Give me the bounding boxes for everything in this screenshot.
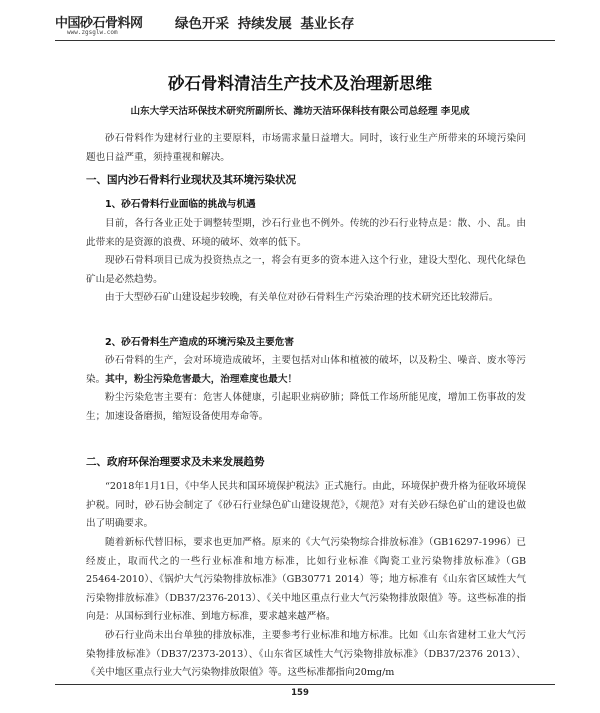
subsection-2-paragraph-1-text: 砂石骨料的生产，会对环境造成破坏，主要包括对山体和植被的破坏，以及粉尘、噪音、废水等污染。 xyxy=(86,355,526,385)
section-2-paragraph-1: “2018年1月1日，《中华人民共和国环境保护税法》正式施行。由此，环境保护费升格为征收环境保护税。同时，砂石协会制定了《砂石行业绿色矿山建设规范》，《规范》对有关砂石绿色矿山的建设也做出了明确要求。 xyxy=(86,481,526,529)
subsection-2-paragraph-1 xyxy=(86,352,526,389)
subsection-1-paragraph-1: 目前，各行各业正处于调整转型期，沙石行业也不例外。传统的沙石行业特点是：散、小、乱。由此带来的是资源的浪费、环境的破坏、效率的低下。 xyxy=(86,218,526,248)
subsection-2-paragraph-1-highlight: 其中，粉尘污染危害最大，治理难度也最大！ xyxy=(105,373,298,385)
site-url: www.zgsglw.com xyxy=(67,29,118,36)
footer-rule xyxy=(55,684,555,685)
header-rule xyxy=(55,40,555,41)
subsection-2-paragraph-2: 粉尘污染危害主要有：危害人体健康，引起职业病矽肺；降低工作场所能见度，增加工伤事故的发生；加速设备磨损，缩短设备使用寿命等。 xyxy=(86,392,526,422)
section-2-heading: 二、政府环保治理要求及未来发展趋势 xyxy=(86,456,265,468)
section-2-paragraph-2: 随着新标代替旧标，要求也更加严格。原来的《大气污染物综合排放标准》（GB16297-1996）已经废止，取而代之的一些行业标准和地方标准，比如行业标准《陶瓷工业污染物排放标准》（GB 25464-2010）、《锅炉大气污染物排放标准》（GB30771 2014）等；地方标准有《山东省区域性大气污染物排放标准》（DB37/2376-2013）、《关中地区重点行业大气污染物排放限值》等。这些标准的指向是：从国标到行业标准、到地方标准，要求越来越严格。 xyxy=(86,537,526,622)
page-header xyxy=(55,12,555,38)
site-logo: 中国砂石骨料网 xyxy=(55,16,143,31)
subsection-1-paragraph-3: 由于大型砂石矿山建设起步较晚，有关单位对砂石骨料生产污染治理的技术研究还比较滞后。 xyxy=(105,292,499,303)
section-2-paragraph-3: 砂石行业尚未出台单独的排放标准，主要参考行业标准和地方标准。比如《山东省建材工业大气污染物排放标准》（DB37/2373-2013）、《山东省区域性大气污染物排放标准》（DB37/2376 2013）、《关中地区重点行业大气污染物排放限值》等。这些标准都指向20mg/m xyxy=(86,630,526,678)
page-number: 159 xyxy=(291,688,309,698)
subsection-1-paragraph-2: 现砂石骨料项目已成为投资热点之一，将会有更多的资本进入这个行业，建设大型化、现代化绿色矿山是必然趋势。 xyxy=(86,255,526,285)
section-1-heading: 一、国内沙石骨料行业现状及其环境污染状况 xyxy=(86,174,296,186)
subsection-1-heading: 1、砂石骨料行业面临的挑战与机遇 xyxy=(105,199,256,210)
header-slogan: 绿色开采 持续发展 基业长存 xyxy=(175,16,355,32)
subsection-2-heading: 2、砂石骨料生产造成的环境污染及主要危害 xyxy=(105,337,294,348)
article-title: 砂石骨料清洁生产技术及治理新思维 xyxy=(168,74,432,93)
article-author: 山东大学天沽环保技术研究所副所长、潍坊天洁环保科技有限公司总经理 李见成 xyxy=(130,106,470,117)
intro-paragraph: 砂石骨料作为建材行业的主要原料，市场需求量日益增大。同时，该行业生产所带来的环境污染问题也日益严重，须持重视和解决。 xyxy=(86,133,526,163)
